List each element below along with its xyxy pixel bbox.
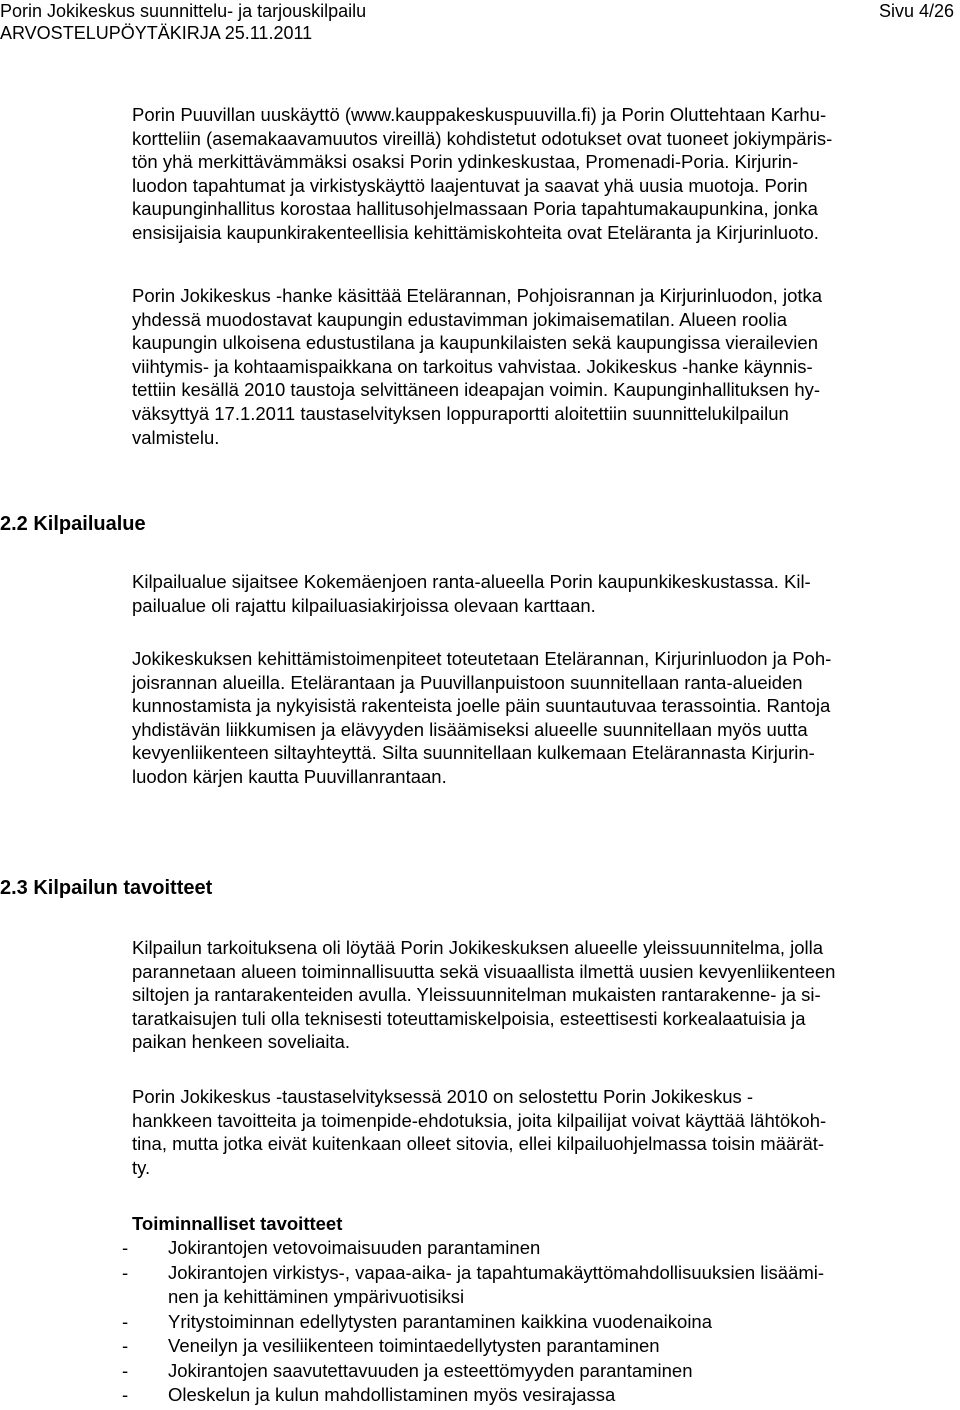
kilpailualue-paragraph-2	[132, 647, 960, 789]
tavoitteet-paragraph-1	[132, 936, 960, 1054]
text-line: valmistelu.	[132, 426, 220, 448]
text-line: kaupunginhallitus korostaa hallitusohjelmassaan Poria tapahtumakaupunkina, jonka	[132, 198, 818, 220]
list-dash: -	[122, 1237, 129, 1258]
list-dash: -	[122, 1359, 129, 1381]
document-subtitle: ARVOSTELUPÖYTÄKIRJA 25.11.2011	[0, 23, 313, 43]
list-item	[122, 1334, 952, 1359]
text-line: ensisijaisia kaupunkirakenteellisia kehittämiskohteita ovat Eteläranta ja Kirjurinluoto.	[132, 221, 819, 243]
text-line: kaupungin ulkoisena edustustilana ja kaupunkilaisten sekä kaupungissa vierailevien	[132, 332, 818, 354]
page-number: Sivu 4/26	[878, 1, 954, 21]
text-line: tettiin kesällä 2010 taustoja selvittäneen ideapajan voimin. Kaupunginhallituksen hy-	[132, 379, 821, 401]
list-item	[122, 1261, 952, 1310]
list-item-text: Yritystoiminnan edellytysten parantaminen kaikkina vuodenaikoina	[168, 1310, 713, 1332]
list-item	[122, 1359, 952, 1384]
section-heading-tavoitteet: 2.3 Kilpailun tavoitteet	[0, 877, 213, 899]
text-line: Porin Jokikeskus -taustaselvityksessä 2010 on selostettu Porin Jokikeskus -	[132, 1086, 754, 1107]
text-line: parannetaan alueen toiminnallisuutta sekä visuaallista ilmettä uusien kevyenliikenteen	[132, 960, 836, 982]
text-line: ty.	[132, 1156, 151, 1178]
text-line: pailualue oli rajattu kilpailuasiakirjoissa olevaan karttaan.	[132, 594, 596, 616]
list-item	[122, 1310, 952, 1335]
text-line: tina, mutta jotka eivät kuitenkaan olleet sitovia, ellei kilpailuohjelmassa toisin määrät-	[132, 1133, 825, 1155]
text-line: yhdessä muodostavat kaupungin edustavimman jokimaisematilan. Alueen roolia	[132, 308, 788, 330]
text-line: väksyttyä 17.1.2011 taustaselvityksen loppuraportti aloitettiin suunnittelukilpailun	[132, 402, 789, 424]
list-dash: -	[122, 1335, 129, 1356]
text-line: kunnostamista ja nykyisistä rakenteista joelle päin suuntautuvaa terassointia. Rantoja	[132, 695, 831, 717]
document-title: Porin Jokikeskus suunnittelu- ja tarjouskilpailu	[0, 1, 367, 21]
list-item-text: Jokirantojen virkistys-, vapaa-aika- ja tapahtumakäyttömahdollisuuksien lisäämi- nen ja kehittäminen ympärivuotisiksi	[168, 1261, 825, 1307]
text-line: Kilpailualue sijaitsee Kokemäenjoen ranta-alueella Porin kaupunkikeskustassa. Kil-	[132, 571, 811, 592]
list-dash: -	[122, 1384, 129, 1405]
list-item	[122, 1236, 952, 1261]
subheading-toiminnalliset-tavoitteet: Toiminnalliset tavoitteet	[132, 1213, 343, 1234]
list-dash: -	[122, 1261, 129, 1283]
intro-paragraph-2	[132, 284, 960, 449]
text-line: Porin Jokikeskus -hanke käsittää Etelärannan, Pohjoisrannan ja Kirjurinluodon, jotka	[132, 285, 823, 306]
list-item-text: Veneilyn ja vesiliikenteen toimintaedellytysten parantaminen	[168, 1335, 660, 1356]
text-line: Jokikeskuksen kehittämistoimenpiteet toteutetaan Etelärannan, Kirjurinluodon ja Poh-	[132, 648, 832, 669]
text-line: yhdistävän liikkumisen ja elävyyden lisäämiseksi alueelle suunnitellaan myös uutta	[132, 718, 808, 740]
intro-paragraph-1	[132, 103, 960, 245]
text-line: tön yhä merkittävämmäksi osaksi Porin ydinkeskustaa, Promenadi-Poria. Kirjurin-	[132, 151, 799, 173]
list-item-text: Oleskelun ja kulun mahdollistaminen myös vesirajassa	[168, 1384, 616, 1405]
text-line: Kilpailun tarkoituksena oli löytää Porin Jokikeskuksen alueelle yleissuunnitelma, jolla	[132, 937, 824, 958]
list-item-text: Jokirantojen vetovoimaisuuden parantaminen	[168, 1237, 541, 1258]
text-line: paikan henkeen soveliaita.	[132, 1031, 351, 1053]
text-line: viihtymis- ja kohtaamispaikkana on tarkoitus vahvistaa. Jokikeskus -hanke käynnis-	[132, 355, 813, 377]
text-line: luodon tapahtumat ja virkistyskäyttö laajentuvat ja saavat yhä uusia muotoja. Porin	[132, 174, 808, 196]
text-line: taratkaisujen tuli olla teknisesti toteuttamiskelpoisia, esteettisesti korkealaatuisia ja	[132, 1007, 806, 1029]
text-line: hankkeen tavoitteita ja toimenpide-ehdotuksia, joita kilpailijat voivat käyttää lähtökoh-	[132, 1109, 827, 1131]
tavoitteet-paragraph-2	[132, 1085, 960, 1179]
kilpailualue-paragraph-1	[132, 570, 960, 617]
text-line: Porin Puuvillan uuskäyttö (www.kauppakeskuspuuvilla.fi) ja Porin Oluttehtaan Karhu-	[132, 104, 827, 125]
goals-list	[122, 1236, 952, 1408]
text-line: kevyenliikenteen siltayhteyttä. Silta suunnitellaan kulkemaan Etelärannasta Kirjurin-	[132, 742, 815, 764]
list-item-text: Jokirantojen saavutettavuuden ja esteettömyyden parantaminen	[168, 1359, 693, 1381]
section-heading-kilpailualue: 2.2 Kilpailualue	[0, 513, 146, 535]
list-item	[122, 1383, 952, 1408]
text-line: luodon kärjen kautta Puuvillanrantaan.	[132, 765, 447, 787]
text-line: kortteliin (asemakaavamuutos vireillä) kohdistetut odotukset ovat tuoneet jokiympäris-	[132, 127, 833, 149]
text-line: siltojen ja rantarakenteiden avulla. Yleissuunnitelman mukaisten rantarakenne- ja si-	[132, 984, 821, 1006]
text-line: joisrannan alueilla. Etelärantaan ja Puuvillanpuistoon suunnitellaan ranta-alueiden	[132, 671, 803, 693]
list-dash: -	[122, 1310, 129, 1332]
